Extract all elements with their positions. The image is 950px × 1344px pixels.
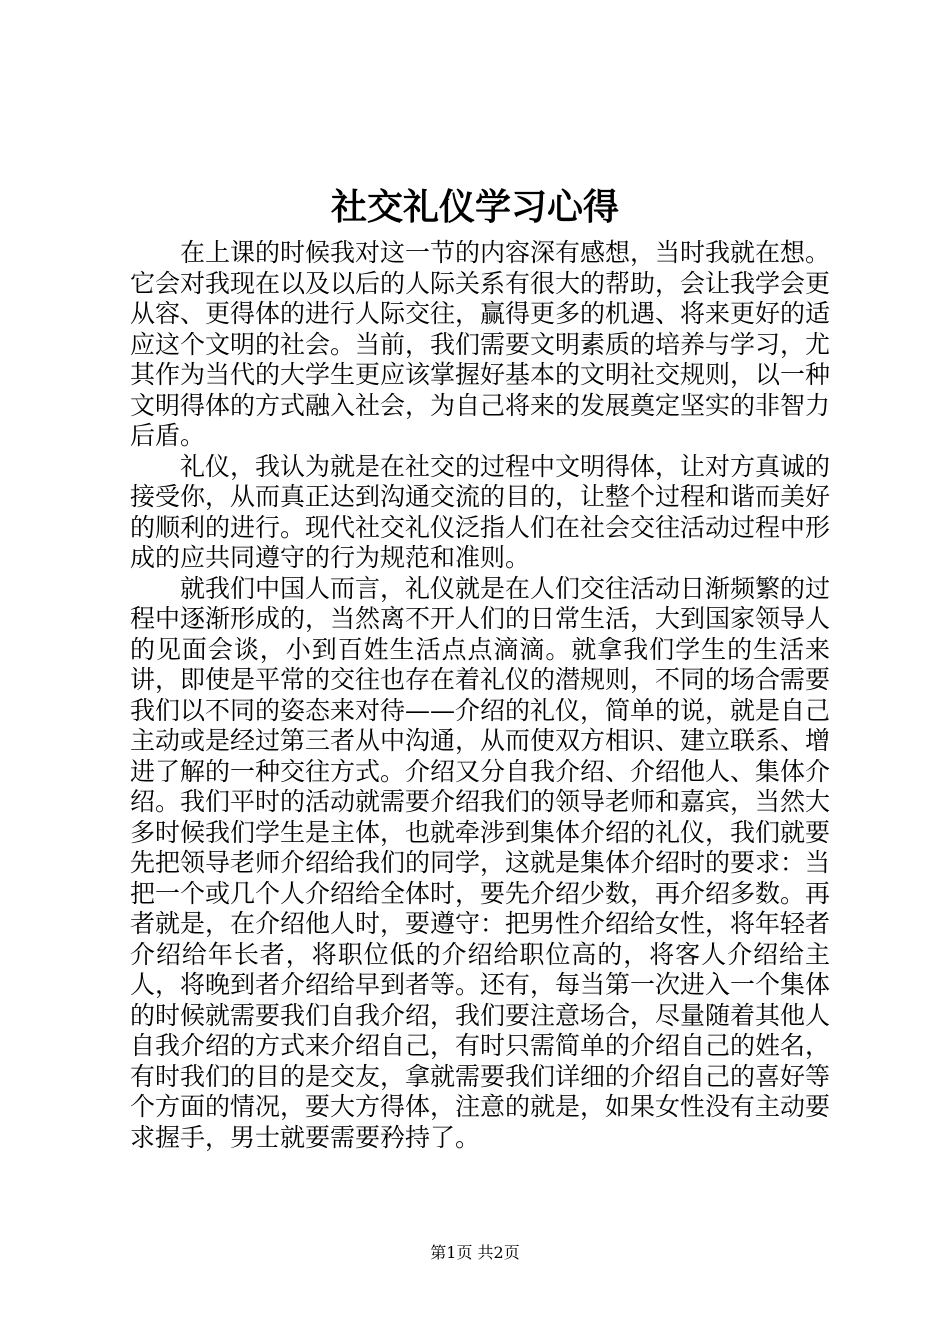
- paragraph-2: 礼仪，我认为就是在社交的过程中文明得体，让对方真诚的接受你，从而真正达到沟通交流的目的，让整个过程和谐而美好的顺利的进行。现代社交礼仪泛指人们在社会交往活动过程中形成的应共同遵守的行为规范和准则。: [130, 451, 831, 572]
- paragraph-1: 在上课的时候我对这一节的内容深有感想，当时我就在想。它会对我现在以及以后的人际关系有很大的帮助，会让我学会更从容、更得体的进行人际交往，赢得更多的机遇、将来更好的适应这个文明的社会。当前，我们需要文明素质的培养与学习，尤其作为当代的大学生更应该掌握好基本的文明社交规则，以一种文明得体的方式融入社会，为自己将来的发展奠定坚实的非智力后盾。: [130, 238, 831, 450]
- paragraph-3: 就我们中国人而言，礼仪就是在人们交往活动日渐频繁的过程中逐渐形成的，当然离不开人们的日常生活，大到国家领导人的见面会谈，小到百姓生活点点滴滴。就拿我们学生的生活来讲，即使是平常的交往也存在着礼仪的潜规则，不同的场合需要我们以不同的姿态来对待——介绍的礼仪，简单的说，就是自己主动或是经过第三者从中沟通，从而使双方相识、建立联系、增进了解的一种交往方式。介绍又分自我介绍、介绍他人、集体介绍。我们平时的活动就需要介绍我们的领导老师和嘉宾，当然大多时候我们学生是主体，也就牵涉到集体介绍的礼仪，我们就要先把领导老师介绍给我们的同学，这就是集体介绍时的要求：当把一个或几个人介绍给全体时，要先介绍少数，再介绍多数。再者就是，在介绍他人时，要遵守：把男性介绍给女性，将年轻者介绍给年长者，将职位低的介绍给职位高的，将客人介绍给主人，将晚到者介绍给早到者等。还有，每当第一次进入一个集体的时候就需要我们自我介绍，我们要注意场合，尽量随着其他人自我介绍的方式来介绍自己，有时只需简单的介绍自己的姓名，有时我们的目的是交友，拿就需要我们详细的介绍自己的喜好等个方面的情况，要大方得体，注意的就是，如果女性没有主动要求握手，男士就要需要矜持了。: [130, 573, 831, 1152]
- page-footer: 第1页 共2页: [430, 1243, 520, 1262]
- document-body: [130, 238, 830, 1153]
- document-title: 社交礼仪学习心得: [330, 186, 619, 228]
